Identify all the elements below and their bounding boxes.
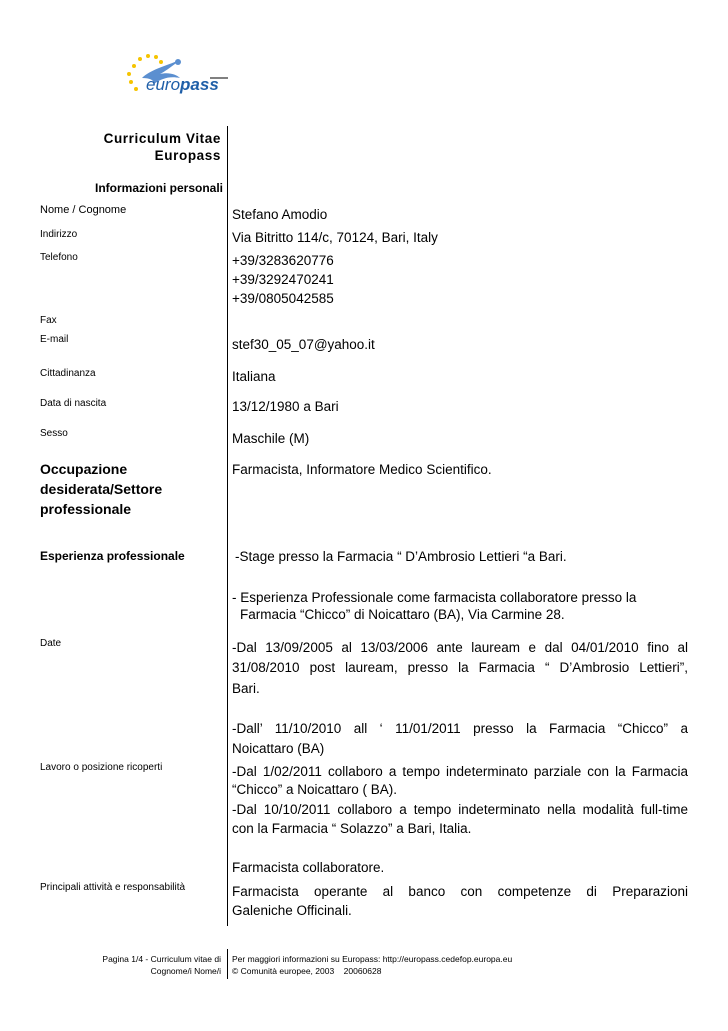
phone-label: Telefono [40, 252, 78, 263]
experience-item-1: -Stage presso la Farmacia “ D’Ambrosio Lettieri “a Bari. [235, 549, 567, 564]
cv-title-line2: Europass [154, 148, 221, 163]
job-label: Lavoro o posizione ricoperti [40, 762, 163, 773]
footer-left-line1: Pagina 1/4 - Curriculum vitae di [102, 954, 221, 964]
birthdate-value: 13/12/1980 a Bari [232, 399, 339, 414]
job-p1-line2: “Chicco” a Noicattaro ( BA). [232, 782, 398, 797]
address-value: Via Bitritto 114/c, 70124, Bari, Italy [232, 230, 438, 245]
footer-right-line2: © Comunità europee, 2003 20060628 [232, 966, 382, 976]
duties-line1: Farmacista operante al banco con competenze di Preparazioni [232, 884, 688, 899]
job-p2-line1: -Dal 10/10/2011 collaboro a tempo indeterminato nella modalità full-time [232, 802, 688, 817]
duties-line2: Galeniche Officinali. [232, 903, 352, 918]
dates-label: Date [40, 638, 62, 649]
phone-value-1: +39/3283620776 [232, 253, 334, 268]
citizenship-label: Cittadinanza [40, 368, 96, 379]
section-personal-info: Informazioni personali [94, 181, 223, 195]
occupation-label-line1: Occupazione [40, 461, 128, 477]
phone-value-2: +39/3292470241 [232, 272, 334, 287]
job-p2-line2: con la Farmacia “ Solazzo” a Bari, Italia. [232, 821, 472, 836]
europass-logo [120, 50, 232, 100]
job-p1-line1: -Dal 1/02/2011 collaboro a tempo indeterminato parziale con la Farmacia [232, 764, 688, 779]
logo-euro: euro [146, 75, 181, 94]
fax-label: Fax [40, 315, 57, 326]
phone-value-3: +39/0805042585 [232, 291, 334, 306]
birthdate-label: Data di nascita [40, 398, 107, 409]
dates-p1-line1: -Dal 13/09/2005 al 13/03/2006 ante lauream e dal 04/01/2010 fino al [232, 640, 688, 655]
column-divider [227, 126, 228, 926]
cv-title-line1: Curriculum Vitae [103, 131, 221, 146]
dates-p1-line3: Bari. [232, 681, 260, 696]
address-label: Indirizzo [40, 229, 78, 240]
citizenship-value: Italiana [232, 369, 276, 384]
footer-divider [227, 949, 228, 979]
sex-label: Sesso [40, 428, 68, 439]
duties-label: Principali attività e responsabilità [40, 882, 186, 893]
name-value: Stefano Amodio [232, 207, 328, 222]
occupation-value: Farmacista, Informatore Medico Scientifico. [232, 462, 492, 477]
europass-logo-text [146, 75, 219, 95]
logo-pass: pass [180, 75, 219, 94]
dates-p1-line2: 31/08/2010 post lauream, presso la Farmacia “ D’Ambrosio Lettieri”, [232, 660, 688, 675]
experience-label: Esperienza professionale [40, 549, 185, 563]
name-label: Nome / Cognome [40, 204, 127, 216]
sex-value: Maschile (M) [232, 431, 310, 446]
job-role: Farmacista collaboratore. [232, 860, 385, 875]
email-label: E-mail [40, 334, 69, 345]
footer-left-line2: Cognome/i Nome/i [150, 966, 221, 976]
occupation-label-line2: desiderata/Settore [40, 481, 163, 497]
email-value: stef30_05_07@yahoo.it [232, 337, 375, 352]
occupation-label-line3: professionale [40, 501, 132, 517]
experience-item-2-line2: Farmacia “Chicco” di Noicattaro (BA), Via Carmine 28. [240, 607, 565, 622]
experience-item-2-line1: - Esperienza Professionale come farmacista collaboratore presso la [232, 590, 637, 605]
dates-p2-line2: Noicattaro (BA) [232, 741, 325, 756]
footer-right-line1: Per maggiori informazioni su Europass: http://europass.cedefop.europa.eu [232, 954, 513, 964]
dates-p2-line1: -Dall’ 11/10/2010 all ‘ 11/01/2011 presso la Farmacia “Chicco” a [232, 721, 688, 736]
